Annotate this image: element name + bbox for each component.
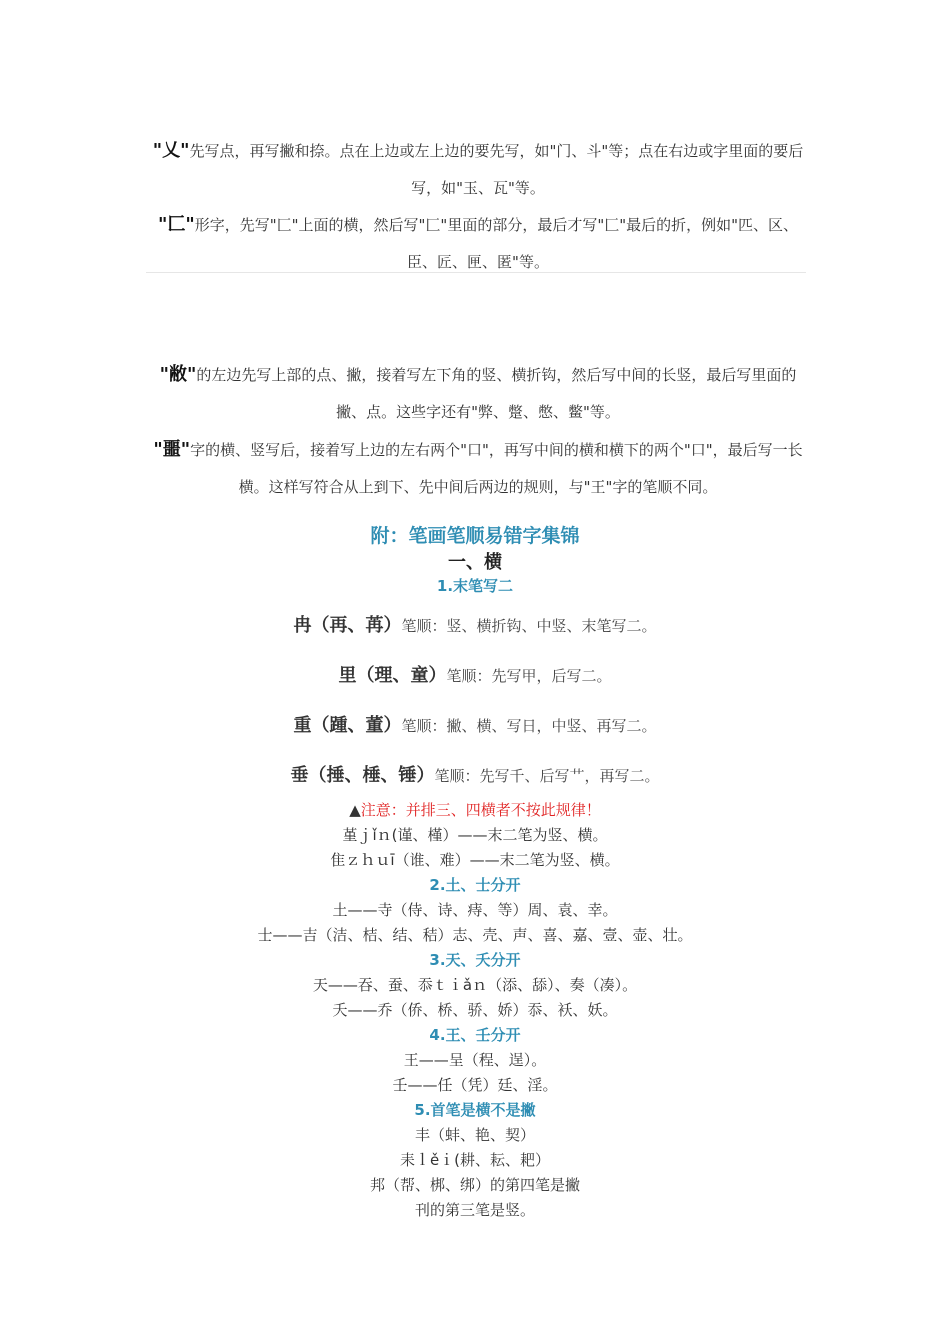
entry-character: 冉（再、苒） [293, 615, 402, 636]
paragraph-lead: "敝" [159, 364, 197, 385]
stroke-entry [0, 761, 950, 787]
paragraph-text: 字的横、竖写后，接着写上边的左右两个"口"，再写中间的横和横下的两个"口"，最后写一长横。这样写符合从上到下、先中间后两边的规则，与"王"字的笔顺不同。 [190, 441, 803, 496]
entry-character: 里（理、童） [338, 665, 447, 686]
paragraph-yi [146, 132, 810, 207]
example-line: 耒ｌěｉ(耕、耘、耙） [399, 1151, 551, 1169]
example-line: 刊的第三笔是竖。 [414, 1201, 535, 1219]
note-line: 隹ｚｈｕī（谁、难）——末二笔为竖、横。 [330, 851, 620, 869]
example-line: 土——寺（侍、诗、痔、等）周、袁、幸。 [332, 901, 618, 919]
example-line: 士——吉（洁、桔、结、秸）志、壳、声、喜、嘉、壹、壶、壮。 [257, 926, 693, 944]
paragraph-bi [146, 356, 810, 431]
example-line: 王——呈（程、逞）。 [403, 1051, 547, 1069]
paragraph-fang [146, 206, 810, 281]
paragraph-lead: "噩" [153, 439, 191, 460]
example-line: 丰（蚌、艳、契） [414, 1126, 535, 1144]
note-line: 堇ｊǐｎ(谨、槿）——末二笔为竖、横。 [342, 826, 608, 844]
warning-note [0, 799, 950, 820]
stroke-entry [0, 711, 950, 737]
entry-text: 笔顺：先写千、后写艹，再写二。 [434, 767, 660, 785]
example-line: 邦（帮、梆、绑）的第四笔是撇 [369, 1176, 580, 1194]
paragraph-e [146, 431, 810, 506]
paragraph-text: 的左边先写上部的点、撇，接着写左下角的竖、横折钩，然后写中间的长竖，最后写里面的撇、点。这些字还有"弊、蹩、憋、鳖"等。 [196, 366, 797, 421]
entry-character: 垂（捶、棰、锤） [290, 765, 435, 786]
subsection-title: 5.首笔是横不是撇 [414, 1101, 536, 1119]
paragraph-text: 形字，先写"匚"上面的横，然后写"匚"里面的部分，最后才写"匚"最后的折，例如"匹、区、臣、匠、匣、匿"等。 [194, 216, 799, 271]
entry-text: 笔顺：先写甲，后写二。 [446, 667, 612, 685]
paragraph-text: 先写点，再写撇和捺。点在上边或左上边的要先写，如"门、斗"等；点在右边或字里面的要后写，如"玉、瓦"等。 [189, 142, 804, 197]
entry-character: 重（踵、董） [293, 715, 402, 736]
warning-text: 注意：并排三、四横者不按此规律！ [360, 801, 601, 819]
subsection-title: 1.末笔写二 [436, 577, 514, 595]
example-line: 壬——任（凭）廷、淫。 [392, 1076, 558, 1094]
divider [146, 272, 806, 273]
subsection-title: 3.天、夭分开 [429, 951, 521, 969]
paragraph-lead: "匚" [157, 214, 195, 235]
appendix-title: 附：笔画笔顺易错字集锦 [370, 525, 580, 547]
paragraph-lead: "乂" [152, 140, 190, 161]
subsection-title: 2.土、士分开 [429, 876, 521, 894]
stroke-entry [0, 661, 950, 687]
example-line: 夭——乔（侨、桥、骄、娇）忝、袄、妖。 [332, 1001, 618, 1019]
entry-text: 笔顺：竖、横折钩、中竖、末笔写二。 [401, 617, 657, 635]
example-line: 天——吞、蚕、忝ｔｉǎｎ（添、舔）、奏（凑）。 [312, 976, 638, 994]
stroke-entry [0, 611, 950, 637]
warning-triangle-icon: ▲ [349, 801, 361, 819]
entry-text: 笔顺：撇、横、写日，中竖、再写二。 [401, 717, 657, 735]
subsection-title: 4.王、壬分开 [429, 1026, 521, 1044]
section-heading: 一、横 [448, 552, 502, 573]
